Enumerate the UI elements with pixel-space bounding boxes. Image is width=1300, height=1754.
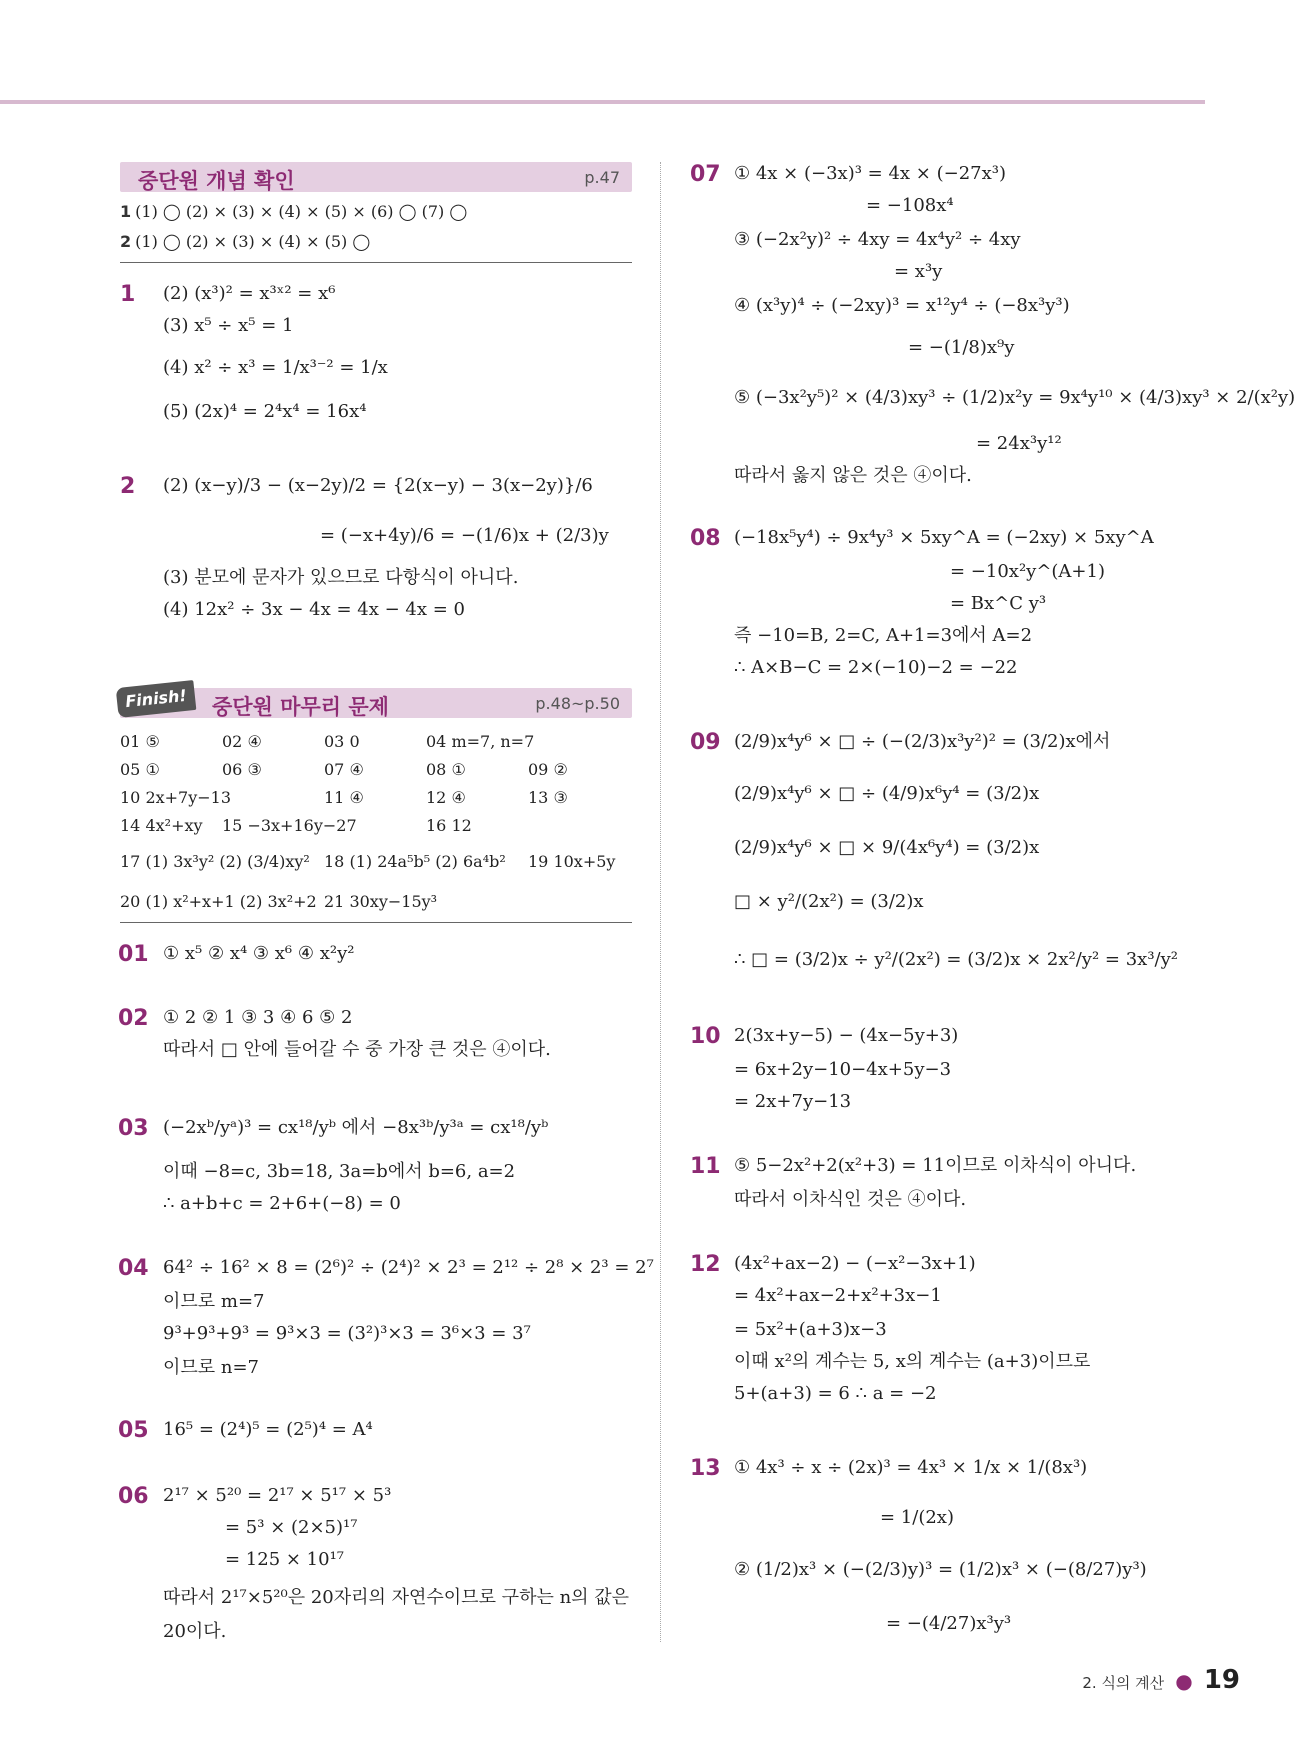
solution-line: (2) (x³)² = x³ˣ² = x⁶: [163, 283, 336, 304]
concept-check-header: [120, 162, 632, 192]
solution-line: 따라서 □ 안에 들어갈 수 중 가장 큰 것은 ④이다.: [163, 1039, 551, 1060]
solution-line: 2(3x+y−5) − (4x−5y+3): [734, 1025, 959, 1046]
solution-number: 05: [118, 1418, 149, 1443]
solution-line: (3) x⁵ ÷ x⁵ = 1: [163, 315, 294, 336]
solution-number: 06: [118, 1484, 149, 1509]
solution-line: 64² ÷ 16² × 8 = (2⁶)² ÷ (2⁴)² × 2³ = 2¹² ÷ 2⁸ × 2³ = 2⁷: [163, 1257, 654, 1278]
solution-line: 따라서 옳지 않은 것은 ④이다.: [734, 465, 972, 486]
solution-line: (2/9)x⁴y⁶ × □ ÷ (4/9)x⁶y⁴ = (3/2)x: [734, 783, 1040, 804]
solution-line: 9³+9³+9³ = 9³×3 = (3²)³×3 = 3⁶×3 = 3⁷: [163, 1323, 531, 1344]
solution-line: = 1/(2x): [880, 1507, 954, 1528]
solution-line: ∴ □ = (3/2)x ÷ y²/(2x²) = (3/2)x × 2x²/y² = 3x³/y²: [734, 949, 1178, 970]
solution-line: 따라서 이차식인 것은 ④이다.: [734, 1189, 967, 1210]
solution-line: ② (1/2)x³ × (−(2/3)y)³ = (1/2)x³ × (−(8/27)y³): [734, 1559, 1147, 1580]
finish-title: 중단원 마무리 문제: [212, 695, 389, 719]
section-rule: [120, 922, 632, 923]
solution-line: 이때 −8=c, 3b=18, 3a=b에서 b=6, a=2: [163, 1161, 516, 1182]
solution-line: 따라서 2¹⁷×5²⁰은 20자리의 자연수이므로 구하는 n의 값은: [163, 1587, 630, 1608]
concept-answer-line-1: 1 (1) ◯ (2) × (3) × (4) × (5) × (6) ◯ (7) ◯: [120, 202, 468, 221]
finish-page: p.48~p.50: [535, 694, 620, 713]
concept-check-page: p.47: [584, 168, 620, 187]
solution-number: 08: [690, 526, 721, 551]
solution-line: (2/9)x⁴y⁶ × □ × 9/(4x⁶y⁴) = (3/2)x: [734, 837, 1040, 858]
solution-number: 09: [690, 730, 721, 755]
solution-line: ∴ A×B−C = 2×(−10)−2 = −22: [734, 657, 1018, 678]
page-number: 19: [1203, 1665, 1240, 1695]
solution-line: 20이다.: [163, 1621, 227, 1642]
solution-line: □ × y²/(2x²) = (3/2)x: [734, 891, 924, 912]
solution-line: = −10x²y^(A+1): [950, 561, 1105, 582]
solution-line: (−2xᵇ/yᵃ)³ = cx¹⁸/yᵇ 에서 −8x³ᵇ/y³ᵃ = cx¹⁸/yᵇ: [163, 1117, 549, 1138]
finish-badge: Finish!: [116, 680, 197, 718]
solution-line: = 24x³y¹²: [976, 433, 1062, 454]
solution-line: (4) x² ÷ x³ = 1/x³⁻² = 1/x: [163, 357, 388, 378]
solution-line: (3) 분모에 문자가 있으므로 다항식이 아니다.: [163, 567, 519, 588]
solution-line: = 5x²+(a+3)x−3: [734, 1319, 887, 1340]
solution-line: ① 2 ② 1 ③ 3 ④ 6 ⑤ 2: [163, 1007, 353, 1028]
solution-line: (4) 12x² ÷ 3x − 4x = 4x − 4x = 0: [163, 599, 465, 620]
solution-line: 즉 −10=B, 2=C, A+1=3에서 A=2: [734, 625, 1033, 646]
solution-line: ① 4x³ ÷ x ÷ (2x)³ = 4x³ × 1/x × 1/(8x³): [734, 1457, 1088, 1478]
solution-line: 이므로 n=7: [163, 1357, 260, 1378]
bullet-icon: ●: [1175, 1669, 1193, 1693]
solution-number: 10: [690, 1024, 721, 1049]
solution-number: 13: [690, 1456, 721, 1481]
solution-line: 2¹⁷ × 5²⁰ = 2¹⁷ × 5¹⁷ × 5³: [163, 1485, 392, 1506]
solution-line: (−18x⁵y⁴) ÷ 9x⁴y³ × 5xy^A = (−2xy) × 5xy^A: [734, 527, 1154, 548]
solution-line: ⑤ (−3x²y⁵)² × (4/3)xy³ ÷ (1/2)x²y = 9x⁴y¹⁰ × (4/3)xy³ × 2/(x²y): [734, 387, 1296, 408]
solution-line: ④ (x³y)⁴ ÷ (−2xy)³ = x¹²y⁴ ÷ (−8x³y³): [734, 295, 1070, 316]
solution-line: ③ (−2x²y)² ÷ 4xy = 4x⁴y² ÷ 4xy: [734, 229, 1021, 250]
solution-line: ① 4x × (−3x)³ = 4x × (−27x³): [734, 163, 1006, 184]
solution-line: ∴ a+b+c = 2+6+(−8) = 0: [163, 1193, 401, 1214]
solution-line: (4x²+ax−2) − (−x²−3x+1): [734, 1253, 976, 1274]
page-footer: [1082, 1665, 1240, 1695]
solution-line: = 6x+2y−10−4x+5y−3: [734, 1059, 952, 1080]
solution-line: = −(4/27)x³y³: [886, 1613, 1012, 1634]
solution-line: (2/9)x⁴y⁶ × □ ÷ (−(2/3)x³y²)² = (3/2)x에서: [734, 731, 1111, 752]
concept-answer-line-2: 2 (1) ◯ (2) × (3) × (4) × (5) ◯: [120, 232, 371, 251]
section-rule: [120, 262, 632, 263]
solution-number: 11: [690, 1154, 721, 1179]
solution-line: = −108x⁴: [866, 195, 954, 216]
solution-line: = 2x+7y−13: [734, 1091, 852, 1112]
solution-line: 16⁵ = (2⁴)⁵ = (2⁵)⁴ = A⁴: [163, 1419, 373, 1440]
solution-number: 2: [120, 474, 136, 499]
solution-line: = 4x²+ax−2+x²+3x−1: [734, 1285, 942, 1306]
solution-number: 01: [118, 942, 149, 967]
solution-line: ⑤ 5−2x²+2(x²+3) = 11이므로 이차식이 아니다.: [734, 1155, 1137, 1176]
finish-header: [120, 688, 632, 718]
column-divider: [660, 162, 661, 1642]
solution-line: 5+(a+3) = 6 ∴ a = −2: [734, 1383, 937, 1404]
solution-line: = (−x+4y)/6 = −(1/6)x + (2/3)y: [320, 525, 609, 546]
top-divider: [0, 100, 1205, 104]
solution-line: 이므로 m=7: [163, 1291, 265, 1312]
solution-line: (2) (x−y)/3 − (x−2y)/2 = {2(x−y) − 3(x−2y)}/6: [163, 475, 593, 496]
solution-line: = 5³ × (2×5)¹⁷: [225, 1517, 358, 1538]
solution-line: = −(1/8)x⁹y: [908, 337, 1015, 358]
solution-line: = 125 × 10¹⁷: [225, 1549, 345, 1570]
solution-line: 이때 x²의 계수는 5, x의 계수는 (a+3)이므로: [734, 1351, 1091, 1372]
solution-line: = x³y: [894, 261, 943, 282]
concept-check-title: 중단원 개념 확인: [138, 169, 295, 193]
solution-number: 07: [690, 162, 721, 187]
solution-number: 12: [690, 1252, 721, 1277]
solution-number: 03: [118, 1116, 149, 1141]
solution-line: = Bx^C y³: [950, 593, 1047, 614]
solution-number: 04: [118, 1256, 149, 1281]
solution-number: 1: [120, 282, 136, 307]
solution-line: ① x⁵ ② x⁴ ③ x⁶ ④ x²y²: [163, 943, 355, 964]
solution-line: (5) (2x)⁴ = 2⁴x⁴ = 16x⁴: [163, 401, 367, 422]
chapter-label: 2. 식의 계산: [1082, 1674, 1165, 1692]
solution-number: 02: [118, 1006, 149, 1031]
